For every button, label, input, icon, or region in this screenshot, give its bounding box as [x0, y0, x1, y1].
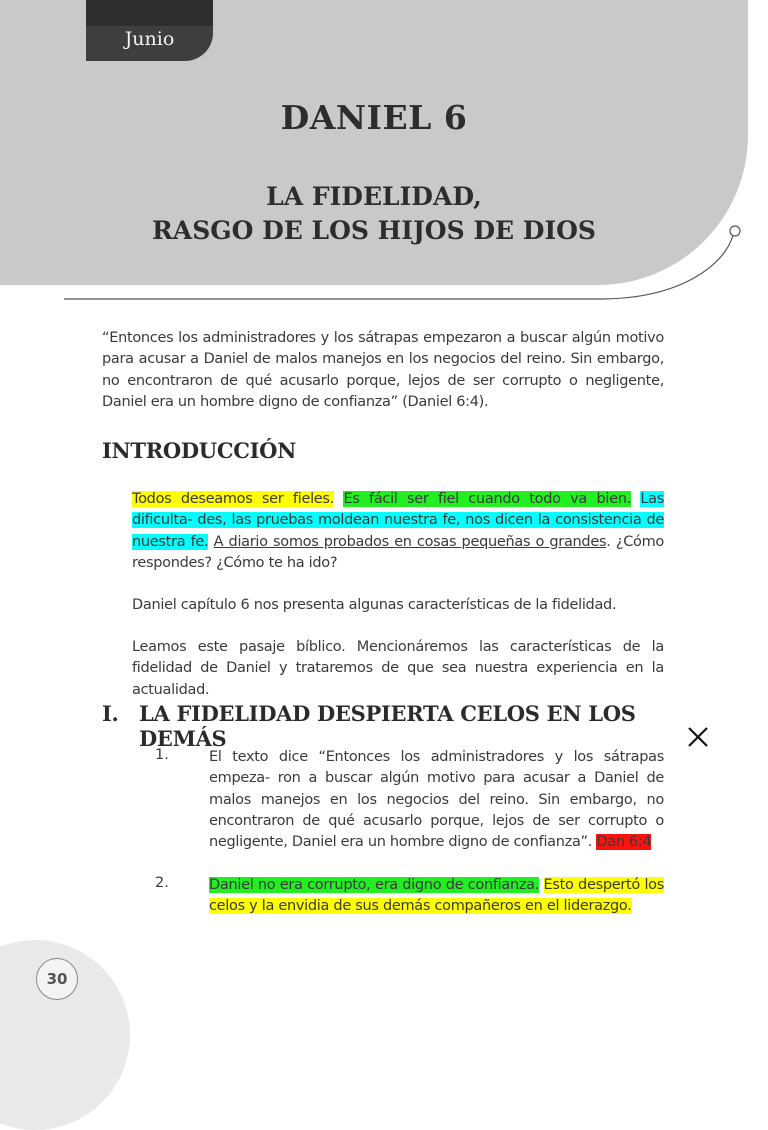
scripture-reference: Dan 6:4 [596, 834, 652, 851]
highlight-cyan-sentence: Las dificulta- des, las pruebas moldean nuestra fe, nos dicen la consistencia de nuestra fe. [132, 491, 664, 550]
decorative-curve-line [64, 235, 733, 299]
list-item-1-number: 1. [155, 747, 169, 763]
month-tab-label: Junio [124, 28, 175, 50]
subtitle-line-2: RASGO DE LOS HIJOS DE DIOS [152, 216, 596, 245]
intro-paragraph-2: Daniel capítulo 6 nos presenta algunas características de la fidelidad. [132, 597, 617, 613]
introduction-heading: INTRODUCCIÓN [102, 438, 297, 463]
list-item-1 [209, 747, 664, 853]
intro-paragraph-3: Leamos este pasaje bíblico. Mencionáremos las características de la fidelidad de Daniel y trataremos de que sea nuestra experiencia en la actualidad. [132, 639, 664, 698]
underlined-sentence: A diario somos probados en cosas pequeñas o grandes [213, 533, 607, 550]
decorative-curve-endpoint [730, 226, 740, 236]
intro-paragraph-1 [132, 489, 664, 574]
epigraph-quote: “Entonces los administradores y los sátrapas empezaron a buscar algún motivo para acusar a Daniel de malos manejos en los negocios del reino. Sin embargo, no encontraron de qué acusarlo porque, lejos de ser corrupto o negligente, Daniel era un hombre digno de confianza” (Daniel 6:4). [102, 330, 664, 410]
page-number: 30 [36, 958, 78, 1000]
list-item-2-number: 2. [155, 875, 169, 891]
section-1-numeral: I. [102, 701, 119, 726]
list-item-2-green-highlight: Daniel no era corrupto, era digno de confianza. [209, 877, 540, 893]
chapter-title: DANIEL 6 [280, 98, 468, 137]
close-icon[interactable] [684, 723, 712, 751]
list-item-2 [209, 875, 664, 918]
list-item-2-yellow-highlight: Esto despertó los celos y la envidia de sus demás compañeros en el liderazgo. [209, 877, 664, 915]
section-1-heading: LA FIDELIDAD DESPIERTA CELOS EN LOS DEMÁS [139, 701, 636, 751]
decorative-curve [0, 0, 768, 320]
highlight-yellow-sentence: Todos deseamos ser fieles. [132, 491, 334, 507]
intro-questions: . ¿Cómo respondes? ¿Cómo te ha ido? [132, 533, 664, 571]
close-icon-glyph [684, 723, 712, 751]
list-item-1-text: El texto dice “Entonces los administradores y los sátrapas empeza- ron a buscar algún motivo para acusar a Daniel de malos manejos en los negocios del reino. Sin embargo, no encontraron de qué acusarlo porque, lejos de ser corrupto o negligente, Daniel era un hombre digno de confianza”. [209, 749, 664, 851]
subtitle-line-1: LA FIDELIDAD, [266, 182, 482, 211]
highlight-green-sentence: Es fácil ser fiel cuando todo va bien. [343, 491, 631, 507]
